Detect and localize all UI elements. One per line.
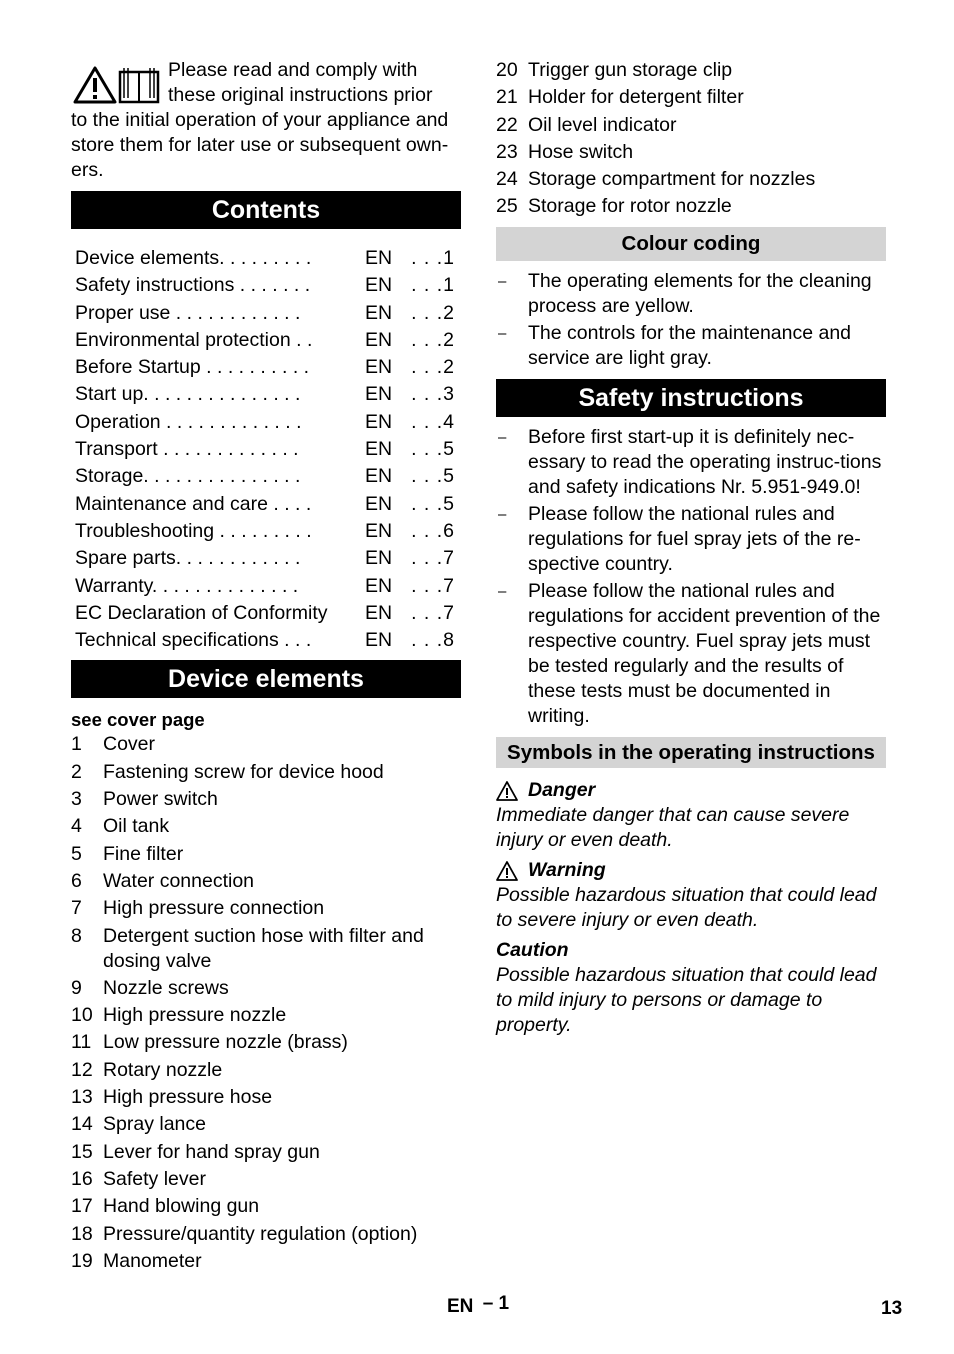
item-text: Oil tank	[103, 815, 170, 838]
bullet-text: Before first start-up it is definitely nec-essary to read the operating instruc-tions and safety indications Nr. 5.951-949.0!	[528, 426, 882, 499]
toc-row[interactable]	[75, 381, 461, 408]
toc-title: Spare parts. . . . . . . . . . . .	[75, 547, 301, 570]
toc-lang: EN	[365, 601, 393, 624]
toc-lang: EN	[365, 301, 393, 324]
item-number: 25	[496, 195, 518, 218]
toc-page: . . .3	[411, 383, 455, 406]
item-text: Nozzle screws	[103, 976, 229, 999]
item-number: 23	[496, 140, 518, 163]
toc-lang: EN	[365, 519, 393, 542]
item-number: 4	[71, 815, 82, 838]
intro-line-2: these original instructions prior	[168, 84, 433, 106]
list-item	[496, 85, 886, 110]
item-text: Oil level indicator	[528, 113, 677, 136]
bullet-item	[496, 425, 886, 500]
list-item	[71, 896, 461, 921]
item-number: 17	[71, 1195, 93, 1218]
list-item	[71, 1194, 461, 1219]
list-item	[71, 1249, 461, 1274]
item-text: Water connection	[103, 869, 255, 892]
bullet-item	[496, 579, 886, 729]
list-item	[71, 1140, 461, 1165]
item-number: 14	[71, 1113, 93, 1136]
item-number: 5	[71, 842, 82, 865]
item-number: 12	[71, 1058, 93, 1081]
item-text: Lever for hand spray gun	[103, 1140, 320, 1163]
bullet-text: Please follow the national rules and regulations for accident prevention of the respective country. Fuel spray jets must be tested regularly and the results of these tests must be documented in writing.	[528, 580, 881, 728]
see-cover-subheading: see cover page	[71, 709, 205, 731]
bullet-item	[496, 321, 886, 371]
item-number: 10	[71, 1004, 93, 1027]
caution-label: Caution	[496, 939, 569, 962]
toc-title: Before Startup . . . . . . . . . .	[75, 356, 310, 379]
list-item	[71, 814, 461, 839]
dash-bullet: –	[498, 583, 507, 601]
item-text: Safety lever	[103, 1167, 206, 1190]
safety-instructions-heading: Safety instructions	[496, 379, 886, 417]
item-number: 15	[71, 1140, 93, 1163]
toc-title: Start up. . . . . . . . . . . . . . .	[75, 383, 301, 406]
toc-row[interactable]	[75, 463, 461, 490]
bullet-text: The controls for the maintenance and service are light gray.	[528, 322, 852, 370]
list-item	[71, 1030, 461, 1055]
dash-bullet: –	[498, 506, 507, 524]
toc-lang: EN	[365, 438, 393, 461]
toc-lang: EN	[365, 574, 393, 597]
safety-instructions-list	[496, 425, 886, 729]
toc-row[interactable]	[75, 409, 461, 436]
toc-page: . . .7	[411, 547, 455, 570]
item-text: Fine filter	[103, 842, 184, 865]
list-item	[71, 1085, 461, 1110]
toc-row[interactable]	[75, 272, 461, 299]
list-item	[71, 1167, 461, 1192]
footer-language-page	[447, 1293, 510, 1318]
symbols-heading: Symbols in the operating instructions	[496, 737, 886, 768]
warning-heading	[496, 858, 886, 883]
toc-page: . . .1	[411, 247, 455, 269]
item-text: Hand blowing gun	[103, 1195, 260, 1218]
item-text: Trigger gun storage clip	[528, 59, 733, 81]
list-item	[71, 869, 461, 894]
item-text: Detergent suction hose with filter and dosing valve	[103, 924, 424, 972]
toc-page: . . .8	[411, 629, 455, 652]
list-item	[71, 732, 461, 757]
list-item	[71, 924, 461, 974]
item-text: Storage for rotor nozzle	[528, 195, 732, 218]
item-text: Low pressure nozzle (brass)	[103, 1031, 348, 1054]
warning-triangle-icon	[496, 861, 518, 881]
page-number: 13	[881, 1298, 903, 1319]
list-item	[496, 194, 886, 219]
bullet-text: The operating elements for the cleaning process are yellow.	[528, 270, 872, 318]
colour-coding-list	[496, 269, 886, 371]
item-text: Spray lance	[103, 1113, 206, 1136]
toc-row[interactable]	[75, 573, 461, 600]
toc-title: Storage. . . . . . . . . . . . . . .	[75, 465, 301, 488]
toc-page: . . .4	[411, 410, 455, 433]
toc-lang: EN	[365, 492, 393, 515]
toc-row[interactable]	[75, 627, 461, 654]
danger-triangle-icon	[496, 781, 518, 801]
toc-lang: EN	[365, 247, 393, 269]
item-text: Fastening screw for device hood	[103, 760, 384, 783]
list-item	[71, 1112, 461, 1137]
symbols-section	[496, 778, 886, 1038]
list-item	[71, 1058, 461, 1083]
dash-bullet: –	[498, 325, 507, 343]
toc-row[interactable]	[75, 545, 461, 572]
toc-lang: EN	[365, 465, 393, 488]
bullet-text: Please follow the national rules and regulations for fuel spray jets of the re-spective country.	[528, 503, 861, 576]
toc-title: Proper use . . . . . . . . . . . .	[75, 301, 301, 324]
item-number: 2	[71, 760, 82, 783]
toc-page: . . .5	[411, 438, 455, 461]
item-number: 19	[71, 1249, 93, 1272]
item-number: 13	[71, 1086, 93, 1109]
toc-page: . . .6	[411, 519, 455, 542]
item-text: Holder for detergent filter	[528, 86, 744, 109]
toc-page: . . .5	[411, 492, 455, 515]
item-text: Manometer	[103, 1249, 202, 1272]
toc-title: Environmental protection . .	[75, 328, 313, 351]
intro-rest: to the initial operation of your appliance and store them for later use or subsequent own-ers.	[71, 109, 449, 181]
toc-page: . . .2	[411, 301, 455, 324]
item-text: Power switch	[103, 788, 218, 811]
bullet-item	[496, 502, 886, 577]
toc-page: . . .7	[411, 601, 455, 624]
list-item	[71, 1222, 461, 1247]
toc-title: Warranty. . . . . . . . . . . . . .	[75, 574, 299, 597]
item-number: 7	[71, 897, 82, 920]
danger-label: Danger	[528, 779, 596, 802]
danger-text: Immediate danger that can cause severe injury or even death.	[496, 804, 850, 852]
item-number: 21	[496, 86, 518, 109]
toc-title: Operation . . . . . . . . . . . . .	[75, 410, 302, 433]
toc-row[interactable]	[75, 327, 461, 354]
footer-lang: EN	[447, 1296, 474, 1317]
toc-page: . . .2	[411, 356, 455, 379]
intro-line-1: Please read and comply with	[168, 59, 418, 81]
device-elements-heading: Device elements	[71, 660, 461, 698]
caution-heading	[496, 938, 886, 963]
item-text: Storage compartment for nozzles	[528, 168, 816, 191]
toc-page: . . .5	[411, 465, 455, 488]
contents-heading: Contents	[71, 191, 461, 229]
list-item	[71, 787, 461, 812]
colour-coding-heading: Colour coding	[496, 227, 886, 261]
dash-bullet: –	[498, 273, 507, 291]
device-elements-list-right	[496, 58, 886, 219]
toc-title: Troubleshooting . . . . . . . . .	[75, 519, 312, 542]
item-number: 6	[71, 869, 82, 892]
toc-title: Technical specifications . . .	[75, 629, 312, 652]
toc-page: . . .1	[411, 274, 455, 297]
left-column	[71, 58, 461, 1276]
item-text: Cover	[103, 733, 156, 756]
item-text: Rotary nozzle	[103, 1058, 223, 1081]
bullet-item	[496, 269, 886, 319]
warning-text: Possible hazardous situation that could lead to severe injury or even death.	[496, 884, 877, 932]
item-number: 24	[496, 168, 518, 191]
item-number: 11	[71, 1031, 92, 1054]
dash-bullet: –	[498, 429, 507, 447]
list-item	[496, 140, 886, 165]
footer-dash-page: – 1	[482, 1293, 510, 1314]
item-text: High pressure nozzle	[103, 1004, 287, 1027]
toc-row[interactable]	[75, 600, 461, 627]
list-item	[496, 167, 886, 192]
toc-lang: EN	[365, 383, 393, 406]
item-text: Hose switch	[528, 140, 634, 163]
item-number: 3	[71, 788, 82, 811]
item-number: 16	[71, 1167, 93, 1190]
toc-title: Safety instructions . . . . . . .	[75, 274, 311, 297]
list-item	[71, 976, 461, 1001]
item-number: 18	[71, 1222, 93, 1245]
list-item	[71, 1003, 461, 1028]
toc-page: . . .2	[411, 328, 455, 351]
toc-lang: EN	[365, 629, 393, 652]
warning-label: Warning	[528, 859, 606, 882]
toc-lang: EN	[365, 356, 393, 379]
toc-lang: EN	[365, 547, 393, 570]
item-number: 8	[71, 924, 82, 947]
item-number: 9	[71, 976, 82, 999]
toc-title: Maintenance and care . . . .	[75, 492, 312, 515]
toc-row[interactable]	[75, 245, 461, 272]
item-number: 20	[496, 59, 518, 81]
caution-text: Possible hazardous situation that could lead to mild injury to persons or damage to property.	[496, 964, 877, 1037]
toc-row[interactable]	[75, 354, 461, 381]
intro-notice	[71, 58, 461, 183]
toc-row[interactable]	[75, 300, 461, 327]
toc-lang: EN	[365, 410, 393, 433]
toc-page: . . .7	[411, 574, 455, 597]
toc-title: EC Declaration of Conformity	[75, 601, 328, 624]
list-item	[496, 58, 886, 83]
toc-lang: EN	[365, 274, 393, 297]
toc-title: Device elements. . . . . . . . .	[75, 247, 312, 269]
danger-heading	[496, 778, 886, 803]
device-elements-list-left	[71, 732, 461, 1273]
list-item	[71, 760, 461, 785]
warning-manual-icon	[73, 66, 161, 104]
list-item	[496, 113, 886, 138]
item-number: 1	[71, 733, 82, 756]
item-text: High pressure hose	[103, 1086, 273, 1109]
item-text: High pressure connection	[103, 897, 325, 920]
item-number: 22	[496, 113, 518, 136]
item-text: Pressure/quantity regulation (option)	[103, 1222, 418, 1245]
toc-title: Transport . . . . . . . . . . . . .	[75, 438, 299, 461]
toc-lang: EN	[365, 328, 393, 351]
toc-row[interactable]	[75, 518, 461, 545]
table-of-contents	[71, 245, 461, 654]
list-item	[71, 842, 461, 867]
toc-row[interactable]	[75, 491, 461, 518]
toc-row[interactable]	[75, 436, 461, 463]
right-column	[496, 58, 886, 1038]
